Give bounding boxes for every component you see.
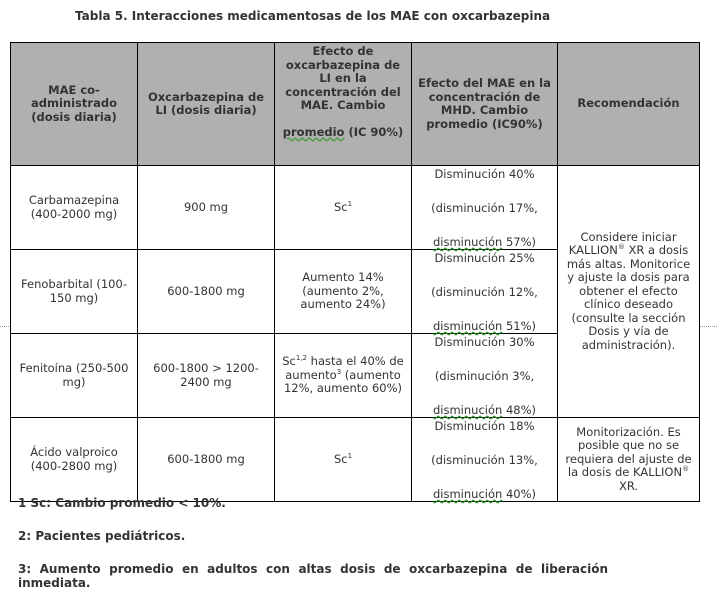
cell-effect: Sc$^{1,2}$ hasta el 40% de aumento$^3$ (aumento 12%, aumento 60%) [275,334,412,418]
cell-mhd-effect: Disminución 25% (disminución 12%, disminución 51%) [412,250,558,334]
spellcheck-word: disminución [432,403,503,417]
spellcheck-word: disminución [432,235,503,249]
cell-drug: Fenitoína (250-500 mg) [11,334,138,418]
spellcheck-word: disminución [432,487,503,501]
table-header-row [11,43,700,166]
header-oxcarbazepine-dose: Oxcarbazepina de LI (dosis diaria) [138,43,275,166]
interactions-table [10,42,700,502]
cell-mhd-effect: Disminución 30% (disminución 3%, disminución 48%) [412,334,558,418]
table-title: Tabla 5. Interacciones medicamentosas de los MAE con oxcarbazepina [75,9,551,23]
footnote-3: 3: Aumento promedio en adultos con altas dosis de oxcarbazepina de liberación inmediata. [18,562,608,590]
cell-drug: Carbamazepina (400-2000 mg) [11,166,138,250]
footnote-1: 1 Sc: Cambio promedio < 10%. [18,496,226,510]
cell-mhd-effect: Disminución 40% (disminución 17%, disminución 57%) [412,166,558,250]
header-recommendation: Recomendación [558,43,700,166]
cell-effect: Sc$^1$ [275,166,412,250]
cell-drug: Ácido valproico (400-2800 mg) [11,418,138,502]
cell-dose: 600-1800 mg [138,418,275,502]
spellcheck-word: disminución [432,319,503,333]
spellcheck-word: promedio [282,125,345,139]
cell-effect: Aumento 14% (aumento 2%, aumento 24%) [275,250,412,334]
header-effect-on-aed: Efecto de oxcarbazepina de LI en la concentración del MAE. Cambio promedio (IC 90%) [275,43,412,166]
cell-recommendation: Considere iniciar KALLION® XR a dosis más altas. Monitorice y ajuste la dosis para obtener el efecto clínico deseado (consulte la sección Dosis y vía de administración). [558,166,700,418]
cell-mhd-effect: Disminución 18% (disminución 13%, disminución 40%) [412,418,558,502]
cell-dose: 600-1800 > 1200-2400 mg [138,334,275,418]
cell-drug: Fenobarbital (100-150 mg) [11,250,138,334]
cell-effect: Sc$^1$ [275,418,412,502]
table-row [11,418,700,502]
table-row [11,166,700,250]
cell-dose: 900 mg [138,166,275,250]
footnote-2: 2: Pacientes pediátricos. [18,529,186,543]
cell-recommendation: Monitorización. Es posible que no se requiera del ajuste de la dosis de KALLION® XR. [558,418,700,502]
header-coadministered: MAE co-administrado (dosis diaria) [11,43,138,166]
cell-dose: 600-1800 mg [138,250,275,334]
header-effect-on-mhd: Efecto del MAE en la concentración de MHD. Cambio promedio (IC90%) [412,43,558,166]
